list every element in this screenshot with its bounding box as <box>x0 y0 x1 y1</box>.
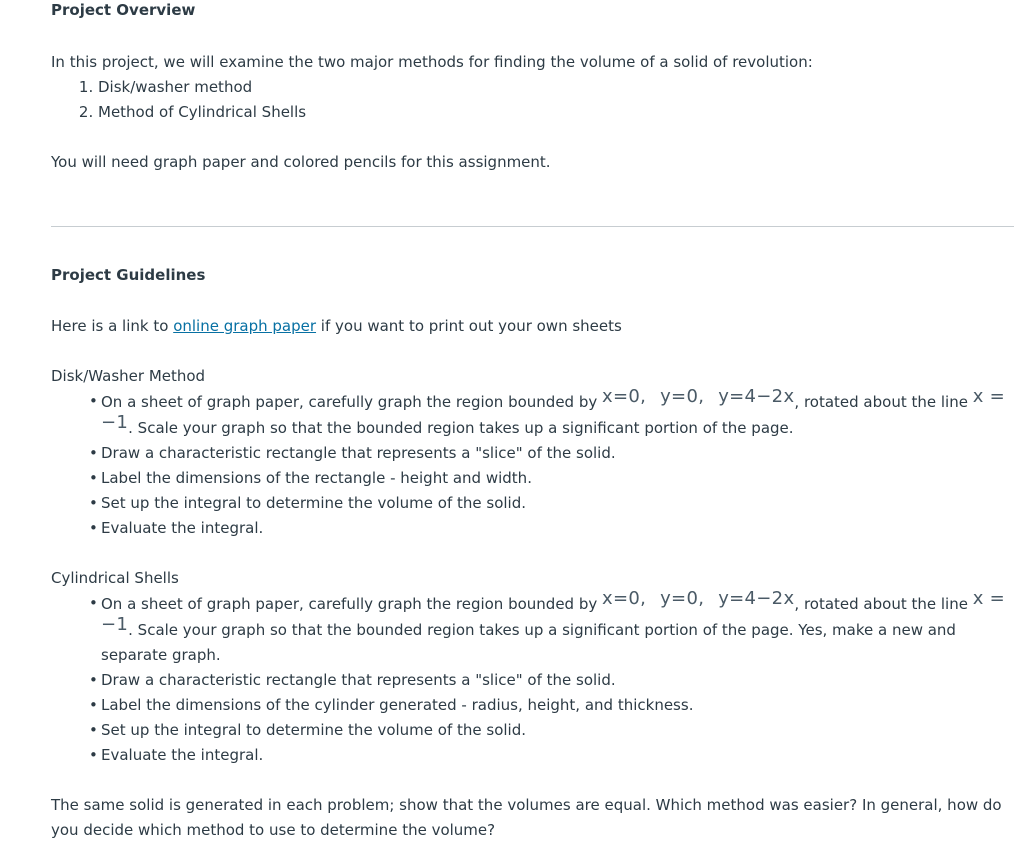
link-prefix: Here is a link to <box>51 317 174 335</box>
shells-steps-list <box>51 588 1011 768</box>
disk-step-text: , rotated about the line <box>794 393 973 411</box>
rotation-axis: x = −1 <box>101 588 1006 635</box>
shells-step: • Label the dimensions of the cylinder generated - radius, height, and thickness. <box>101 693 1011 718</box>
disk-step: • Draw a characteristic rectangle that represents a "slice" of the solid. <box>101 441 1011 466</box>
guidelines-heading: Project Guidelines <box>51 266 206 284</box>
disk-step: • Label the dimensions of the rectangle - height and width. <box>101 466 1011 491</box>
region-bounds: x=0, y=0, y=4−2x <box>602 386 795 407</box>
overview-intro: In this project, we will examine the two major methods for finding the volume of a solid of revolution: <box>51 53 813 71</box>
graph-paper-line <box>51 314 1011 339</box>
link-suffix: if you want to print out your own sheets <box>316 317 622 335</box>
shells-step-text: On a sheet of graph paper, carefully graph the region bounded by <box>101 595 602 613</box>
shells-step: • Draw a characteristic rectangle that represents a "slice" of the solid. <box>101 668 1011 693</box>
shells-method-title: Cylindrical Shells <box>51 569 179 587</box>
shells-step: • Evaluate the integral. <box>101 743 1011 768</box>
disk-step-text: On a sheet of graph paper, carefully graph the region bounded by <box>101 393 602 411</box>
materials-text: You will need graph paper and colored pencils for this assignment. <box>51 153 551 171</box>
disk-step <box>101 386 1011 441</box>
shells-step: • Set up the integral to determine the volume of the solid. <box>101 718 1011 743</box>
region-bounds: x=0, y=0, y=4−2x <box>602 588 795 609</box>
overview-heading: Project Overview <box>51 1 196 19</box>
methods-list <box>51 75 1011 125</box>
shells-step-text: , rotated about the line <box>794 595 973 613</box>
disk-step: • Evaluate the integral. <box>101 516 1011 541</box>
page-content <box>51 0 1011 843</box>
shells-step <box>101 588 1011 668</box>
online-graph-paper-link[interactable]: online graph paper <box>173 317 317 335</box>
disk-method-title: Disk/Washer Method <box>51 367 206 385</box>
rotation-axis: x = −1 <box>101 386 1006 433</box>
shells-step-text: . Scale your graph so that the bounded region takes up a significant portion of the page. Yes, make a new and separate graph. <box>101 621 956 664</box>
disk-steps-list <box>51 386 1011 541</box>
closing-question: The same solid is generated in each problem; show that the volumes are equal. Which method was easier? In general, how do you decide which method to use to determine the volume? <box>51 796 1002 839</box>
disk-step: • Set up the integral to determine the volume of the solid. <box>101 491 1011 516</box>
method-item: 1. Disk/washer method <box>98 75 1011 100</box>
disk-step-text: . Scale your graph so that the bounded region takes up a significant portion of the page. <box>128 419 794 437</box>
method-item: 2. Method of Cylindrical Shells <box>98 100 1011 125</box>
